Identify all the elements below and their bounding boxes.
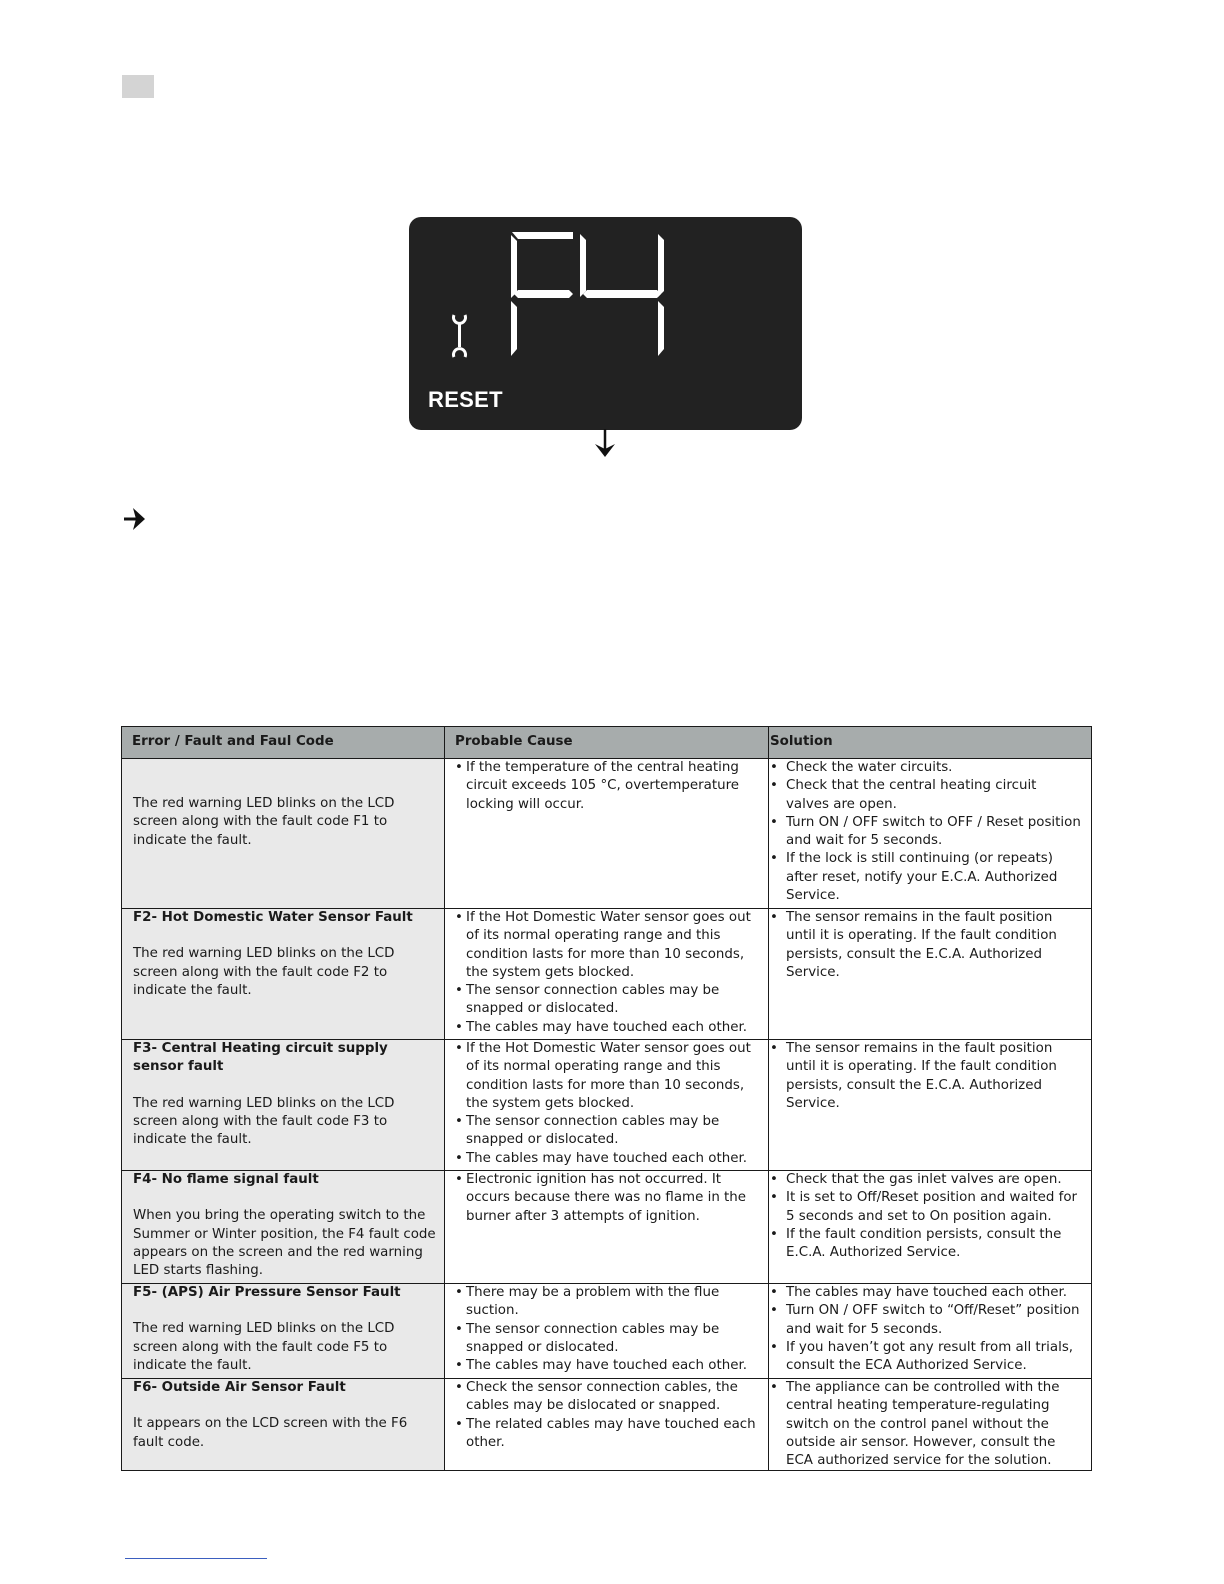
cause-item: • There may be a problem with the flue suction. <box>455 1284 762 1321</box>
table-row <box>122 1284 1092 1379</box>
solution-item: • Check the water circuits. <box>770 759 1083 777</box>
solution-item: • The cables may have touched each other. <box>770 1284 1083 1302</box>
solution-item: • The sensor remains in the fault position until it is operating. If the fault condition persists, consult the E.C.A. Authorized Service. <box>770 909 1083 982</box>
cause-item: • The sensor connection cables may be snapped or dislocated. <box>455 982 762 1019</box>
fault-title: F6- Outside Air Sensor Fault <box>133 1380 346 1395</box>
fault-description: The red warning LED blinks on the LCD screen along with the fault code F1 to indicate the fault. <box>133 796 395 848</box>
down-arrow-icon <box>592 429 618 459</box>
header-error-code: Error / Fault and Faul Code <box>122 727 445 759</box>
table-header-row <box>122 727 1092 759</box>
cause-item: • Electronic ignition has not occurred. It occurs because there was no flame in the burner after 3 attempts of ignition. <box>455 1171 762 1226</box>
table-row <box>122 759 1092 909</box>
solution-cell <box>769 1284 1092 1379</box>
solution-item: • The sensor remains in the fault position until it is operating. If the fault condition persists, consult the E.C.A. Authorized Service. <box>770 1040 1083 1113</box>
cause-cell <box>445 1171 769 1284</box>
table-row <box>122 1171 1092 1284</box>
fault-code-cell <box>122 909 445 1040</box>
solution-cell <box>769 1379 1092 1471</box>
cause-item: • If the Hot Domestic Water sensor goes out of its normal operating range and this condition lasts for more than 10 seconds, the system gets blocked. <box>455 1040 762 1113</box>
table-row <box>122 1040 1092 1171</box>
page-corner-tab <box>122 75 154 98</box>
lcd-display <box>409 217 802 430</box>
solution-item: • Check that the gas inlet valves are open. <box>770 1171 1083 1189</box>
table-row <box>122 909 1092 1040</box>
wrench-icon <box>454 315 466 357</box>
fault-description: It appears on the LCD screen with the F6 fault code. <box>133 1416 408 1450</box>
solution-cell <box>769 1171 1092 1284</box>
cause-item: • The cables may have touched each other. <box>455 1357 762 1375</box>
cause-item: • If the Hot Domestic Water sensor goes out of its normal operating range and this condition lasts for more than 10 seconds, the system gets blocked. <box>455 909 762 982</box>
cause-item: • The cables may have touched each other. <box>455 1150 762 1168</box>
header-solution: Solution <box>769 727 1092 759</box>
solution-item: • Turn ON / OFF switch to “Off/Reset” position and wait for 5 seconds. <box>770 1302 1083 1339</box>
fault-description: The red warning LED blinks on the LCD screen along with the fault code F5 to indicate the fault. <box>133 1321 395 1373</box>
solution-item: • Check that the central heating circuit valves are open. <box>770 777 1083 814</box>
cause-item: • If the temperature of the central heating circuit exceeds 105 °C, overtemperature locking will occur. <box>455 759 762 814</box>
fault-code-cell <box>122 759 445 909</box>
cause-cell <box>445 909 769 1040</box>
solution-item: • If you haven’t got any result from all trials, consult the ECA Authorized Service. <box>770 1339 1083 1376</box>
header-probable-cause: Probable Cause <box>445 727 769 759</box>
solution-item: • If the fault condition persists, consult the E.C.A. Authorized Service. <box>770 1226 1083 1263</box>
solution-cell <box>769 759 1092 909</box>
cause-item: • The cables may have touched each other. <box>455 1019 762 1037</box>
solution-item: • Turn ON / OFF switch to OFF / Reset position and wait for 5 seconds. <box>770 814 1083 851</box>
fault-title: F3- Central Heating circuit supply sensor fault <box>133 1041 388 1075</box>
cause-item: • The related cables may have touched each other. <box>455 1416 762 1453</box>
cause-cell <box>445 1040 769 1171</box>
cause-cell <box>445 1284 769 1379</box>
table-row <box>122 1379 1092 1471</box>
right-arrow-icon <box>124 507 146 531</box>
fault-code-cell <box>122 1040 445 1171</box>
fault-title: F5- (APS) Air Pressure Sensor Fault <box>133 1285 401 1300</box>
fault-title: F2- Hot Domestic Water Sensor Fault <box>133 910 413 925</box>
solution-item: • It is set to Off/Reset position and waited for 5 seconds and set to On position again. <box>770 1189 1083 1226</box>
solution-item: • If the lock is still continuing (or repeats) after reset, notify your E.C.A. Authorized Service. <box>770 850 1083 905</box>
solution-item: • The appliance can be controlled with the central heating temperature-regulating switch on the control panel without the outside air sensor. However, consult the ECA authorized service for the solution. <box>770 1379 1083 1470</box>
fault-code-table <box>121 726 1092 1471</box>
fault-code-cell <box>122 1379 445 1471</box>
cause-item: • Check the sensor connection cables, the cables may be dislocated or snapped. <box>455 1379 762 1416</box>
cause-cell <box>445 1379 769 1471</box>
fault-description: The red warning LED blinks on the LCD screen along with the fault code F3 to indicate the fault. <box>133 1095 395 1148</box>
cause-item: • The sensor connection cables may be snapped or dislocated. <box>455 1113 762 1150</box>
fault-description: The red warning LED blinks on the LCD screen along with the fault code F2 to indicate the fault. <box>133 946 395 998</box>
fault-code-cell <box>122 1171 445 1284</box>
reset-label: RESET <box>428 387 503 412</box>
solution-cell <box>769 1040 1092 1171</box>
solution-cell <box>769 909 1092 1040</box>
fault-description: When you bring the operating switch to the Summer or Winter position, the F4 fault code appears on the screen and the red warning LED starts flashing. <box>133 1208 436 1279</box>
cause-item: • The sensor connection cables may be snapped or dislocated. <box>455 1321 762 1358</box>
cause-cell <box>445 759 769 909</box>
fault-code-cell <box>122 1284 445 1379</box>
footer-link-underline <box>125 1558 267 1559</box>
fault-title: F4- No flame signal fault <box>133 1172 319 1187</box>
